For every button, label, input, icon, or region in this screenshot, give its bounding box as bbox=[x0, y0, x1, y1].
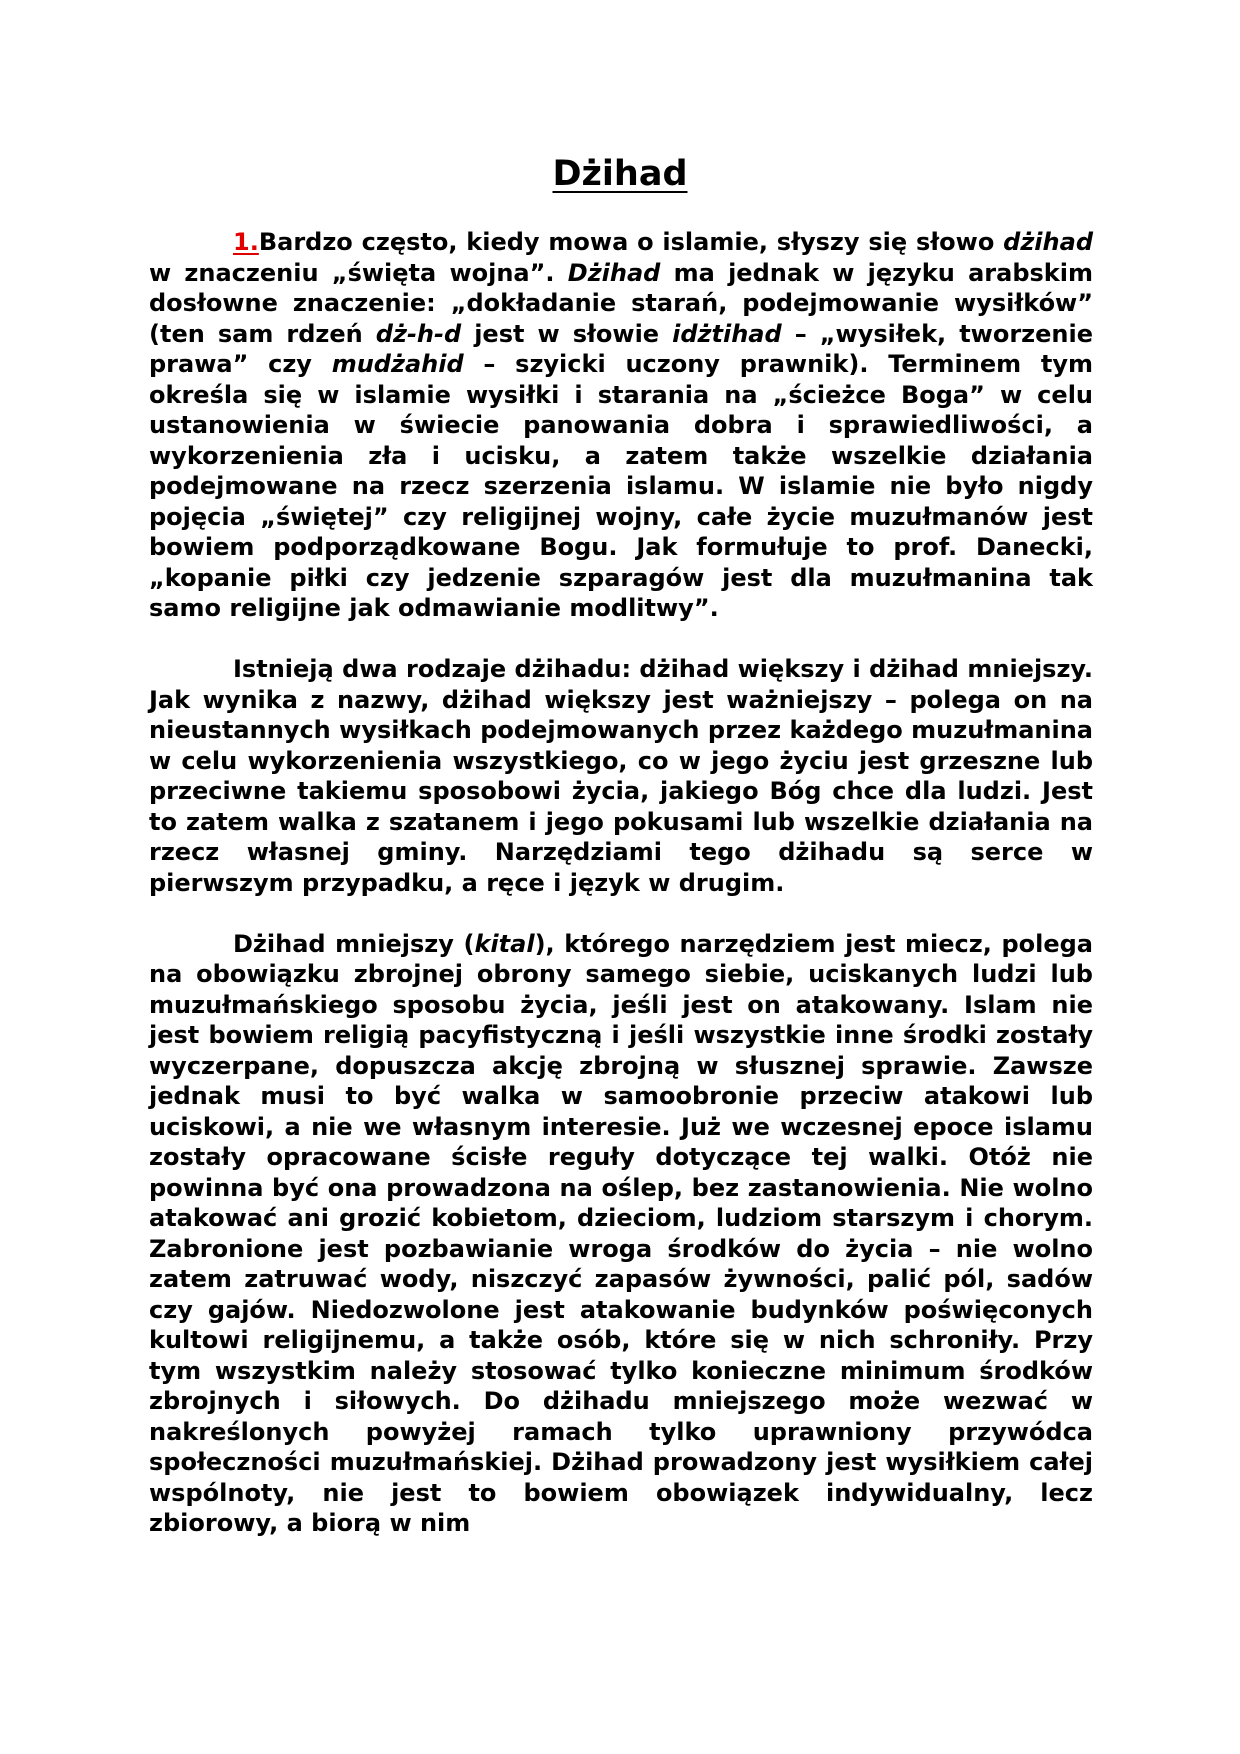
italic-term: mudżahid bbox=[331, 350, 464, 378]
italic-term: idżtihad bbox=[672, 319, 782, 348]
paragraph-text: Dżihad mniejszy ( bbox=[233, 929, 475, 958]
paragraph-text: – „wysiłek, tworzenie prawa” czy bbox=[149, 319, 1094, 378]
paragraph-text: w znaczeniu „święta wojna”. bbox=[149, 258, 568, 287]
paragraph bbox=[149, 929, 1093, 1539]
paragraph-text: Istnieją dwa rodzaje dżihadu: dżihad większy i dżihad mniejszy. Jak wynika z nazwy, dżihad większy jest ważniejszy – polega on na nieustannych wysiłkach podejmowanych przez każdego muzułmanina w celu wykorzenienia wszystkiego, co w jego życiu jest grzeszne lub przeciwne takiemu sposobowi życia, jakiego Bóg chce dla ludzi. Jest to zatem walka z szatanem i jego pokusami lub wszelkie działania na rzecz własnej gminy. Narzędziami tego dżihadu są serce w pierwszym przypadku, a ręce i język w drugim. bbox=[149, 655, 1093, 897]
paragraph-number: 1. bbox=[233, 228, 259, 256]
document-title bbox=[0, 150, 1240, 198]
paragraph-text: – szyicki uczony prawnik). Terminem tym określa się w islamie wysiłki i starania na „ścieżce Boga” w celu ustanowienia w świecie panowania dobra i sprawiedliwości, a wykorzenienia zła i ucisku, a zatem także wszelkie działania podejmowane na rzecz szerzenia islamu. W islamie nie było nigdy pojęcia „świętej” czy religijnej wojny, całe życie muzułmanów jest bowiem podporządkowane Bogu. Jak formułuje to prof. Danecki, „kopanie piłki czy jedzenie szparagów jest dla muzułmanina tak samo religijne jak odmawianie modlitwy”. bbox=[149, 350, 1093, 622]
paragraph bbox=[149, 654, 1093, 898]
paragraph-text: Bardzo często, kiedy mowa o islamie, słyszy się słowo bbox=[258, 228, 1004, 256]
paragraph-text: jest w słowie bbox=[461, 319, 673, 348]
italic-term: dż-h-d bbox=[375, 319, 462, 348]
italic-term: dżihad bbox=[1003, 228, 1093, 256]
document-body bbox=[149, 227, 1093, 1539]
document-title-text: Dżihad bbox=[552, 154, 688, 194]
paragraph-text: ), którego narzędziem jest miecz, polega na obowiązku zbrojnej obrony samego siebie, uciskanych ludzi lub muzułmańskiego sposobu życia, jeśli jest on atakowany. Islam nie jest bowiem religią pacyfistyczną i jeśli wszystkie inne środki zostały wyczerpane, dopuszcza akcję zbrojną w słusznej sprawie. Zawsze jednak musi to być walka w samoobronie przeciw atakowi lub uciskowi, a nie we własnym interesie. Już we wczesnej epoce islamu zostały opracowane ścisłe reguły dotyczące tej walki. Otóż nie powinna być ona prowadzona na oślep, bez zastanowienia. Nie wolno atakować ani grozić kobietom, dzieciom, ludziom starszym i chorym. Zabronione jest pozbawianie wroga środków do życia – nie wolno zatem zatruwać wody, niszczyć zapasów żywności, palić pól, sadów czy gajów. Niedozwolone jest atakowanie budynków poświęconych kultowi religijnemu, a także osób, które się w nich schroniły. Przy tym wszystkim należy stosować tylko konieczne minimum środków zbrojnych i siłowych. Do dżihadu mniejszego może wezwać w nakreślonych powyżej ramach tylko uprawniony przywódca społeczności muzułmańskiej. Dżihad prowadzony jest wysiłkiem całej wspólnoty, nie jest to bowiem obowiązek indywidualny, lecz zbiorowy, a biorą w nim bbox=[149, 929, 1093, 1537]
paragraph-text: ma jednak w języku arabskim dosłowne znaczenie: „dokładanie starań, podejmowanie wysiłków” (ten sam rdzeń bbox=[149, 258, 1093, 348]
italic-term: kital bbox=[474, 929, 535, 958]
italic-term: Dżihad bbox=[567, 258, 661, 287]
paragraph bbox=[149, 227, 1093, 624]
